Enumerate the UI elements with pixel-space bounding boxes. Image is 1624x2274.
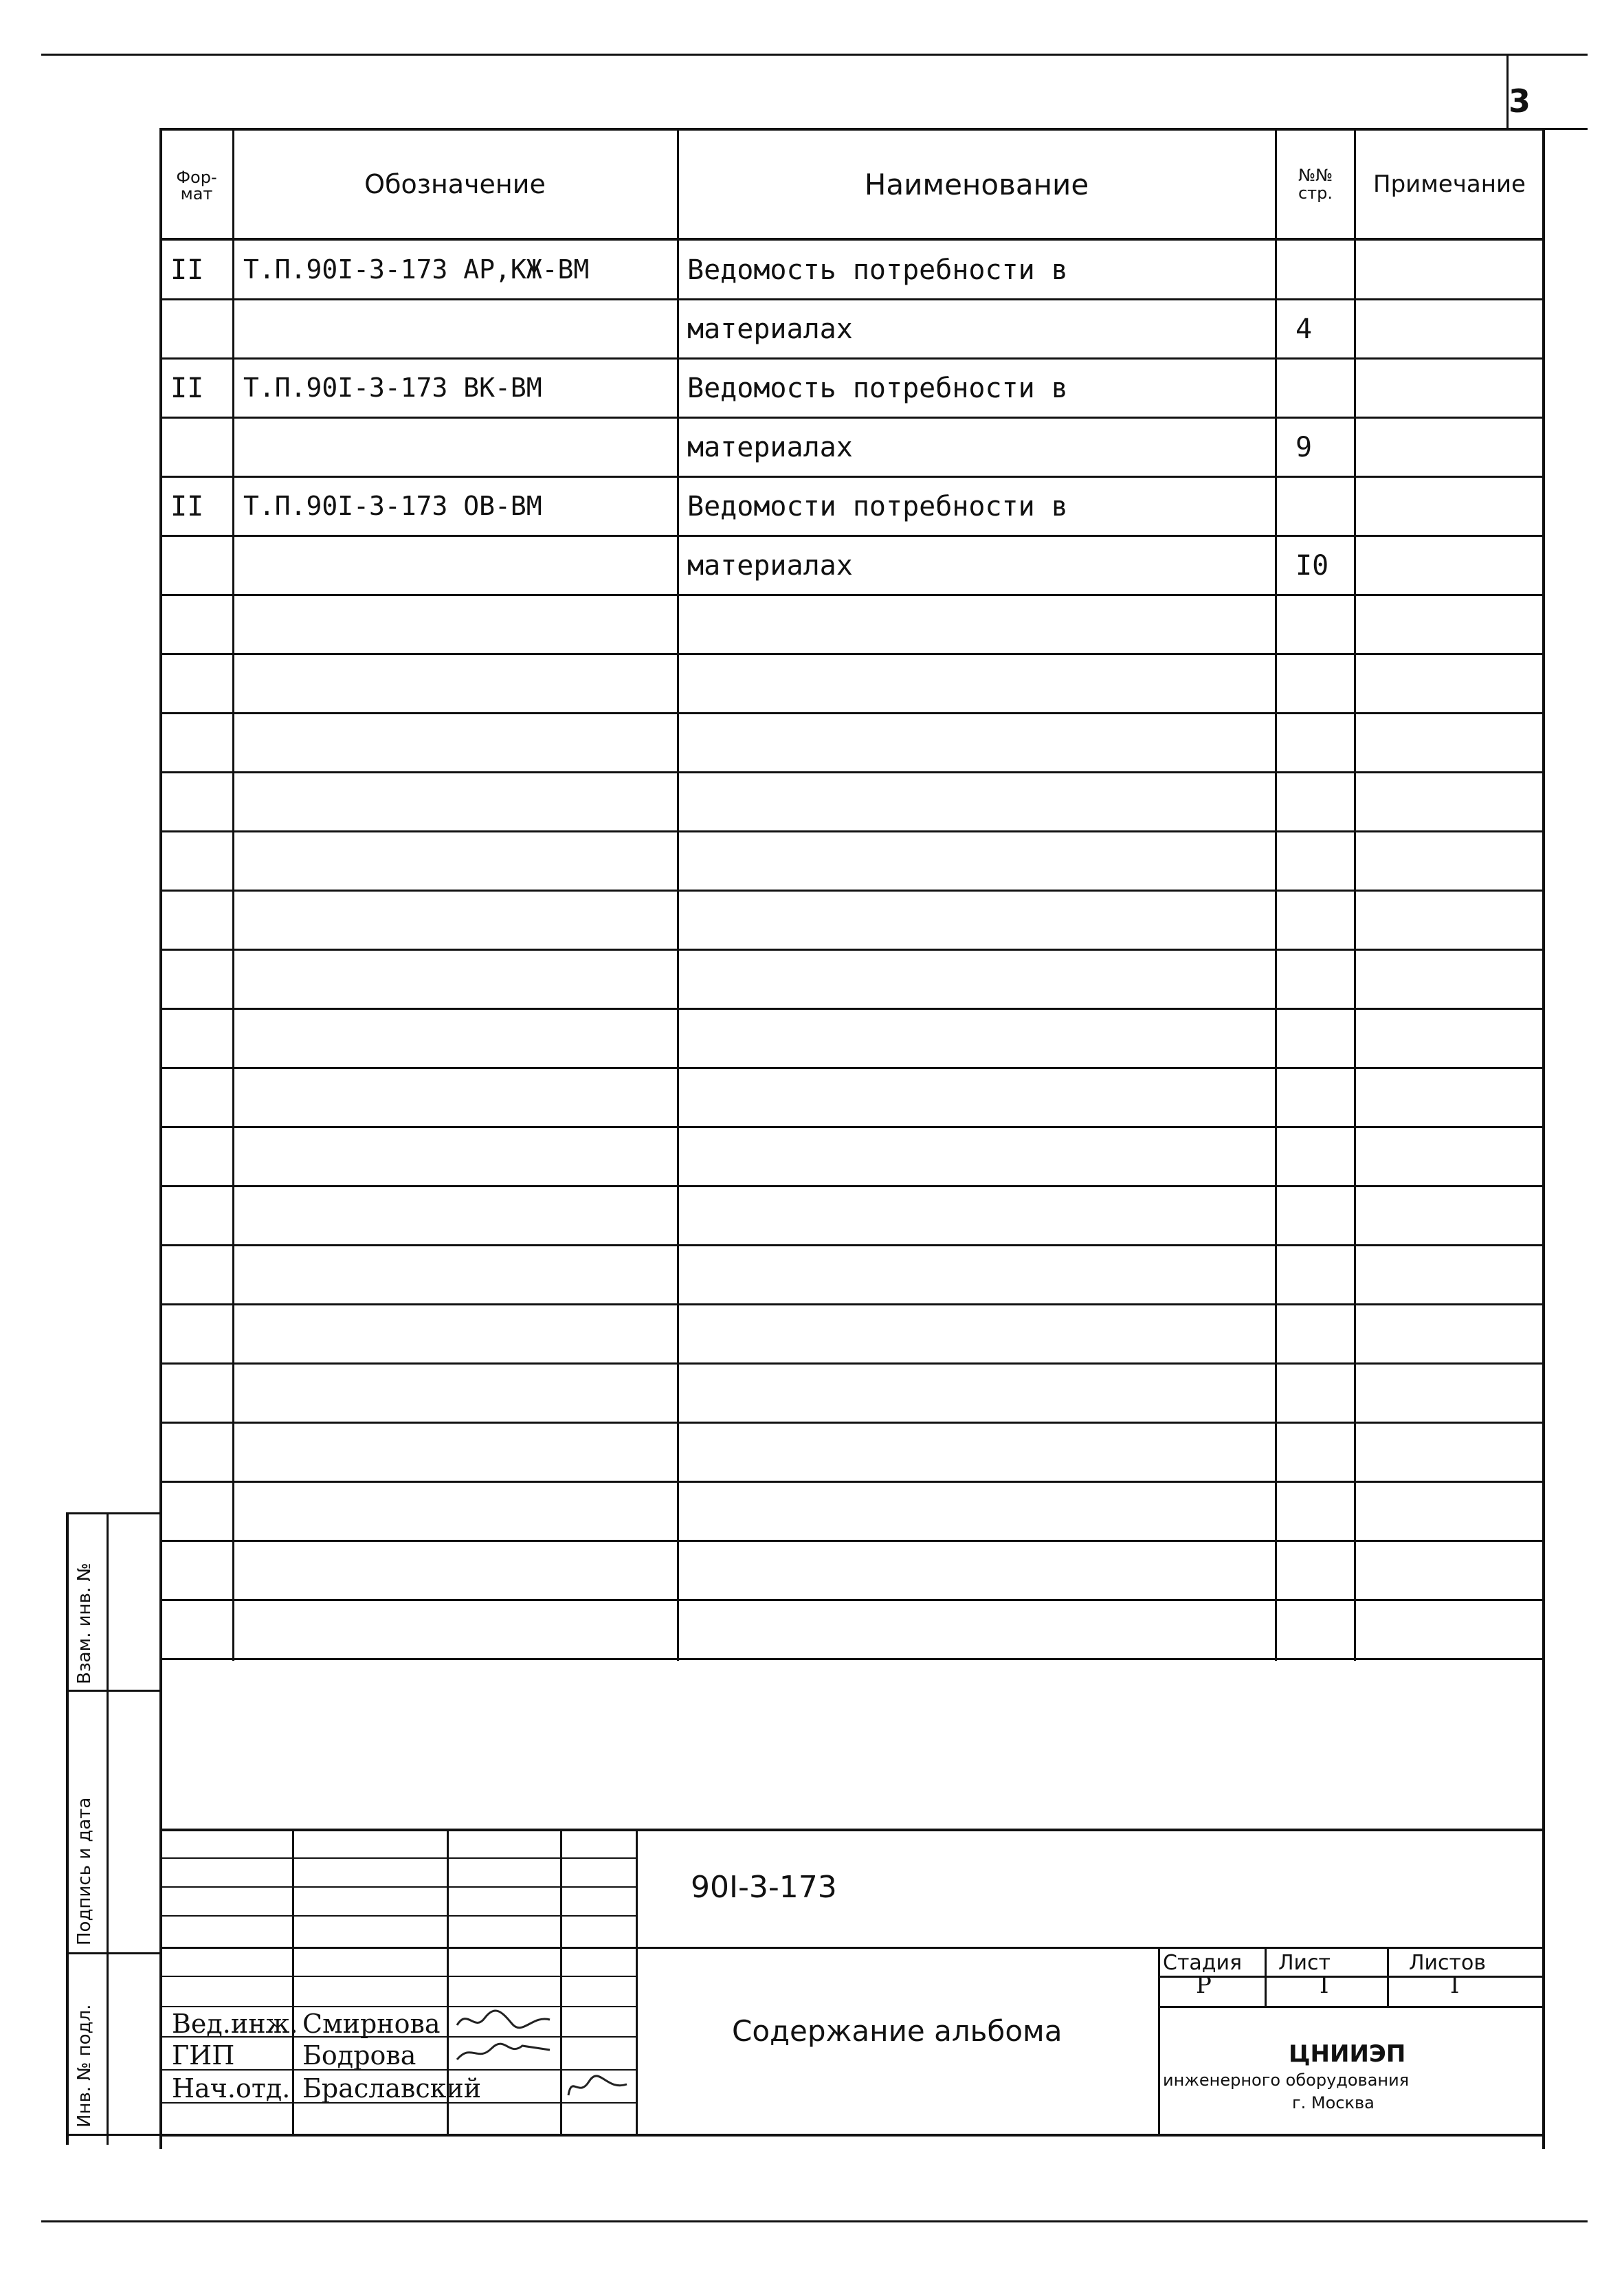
signature-3 — [565, 2071, 634, 2104]
stage-value-line — [1158, 2006, 1544, 2008]
table-row-line — [159, 417, 1544, 419]
sig-row-3 — [159, 1915, 636, 1917]
table-row-line — [159, 476, 1544, 478]
title-block-mid — [159, 1947, 1544, 1949]
table-row-line — [159, 1067, 1544, 1069]
side-stamp-outer-left — [66, 1512, 69, 2145]
sig-col-sep-3 — [560, 1829, 562, 2134]
table-row-line — [159, 1540, 1544, 1542]
table-row-line — [159, 949, 1544, 951]
header-format: Фор- мат — [176, 168, 217, 203]
table-row-line — [159, 1362, 1544, 1365]
side-stamp-bottom — [66, 2134, 162, 2136]
stage-header-line — [1158, 1976, 1544, 1978]
title-block-top — [159, 1829, 1544, 1831]
header-designation: Обозначение — [364, 169, 546, 199]
person-2-role: ГИП — [172, 2040, 235, 2071]
top-trim-line — [41, 54, 1588, 56]
row-3-designation: Т.П.90I-3-173 ВК-ВМ — [243, 373, 542, 403]
table-row-line — [159, 1658, 1544, 1660]
row-3-format: II — [170, 373, 204, 404]
table-row-line — [159, 1303, 1544, 1305]
side-label-inv-no: Инв. № подл. — [74, 2004, 95, 2128]
row-1-format: II — [170, 254, 204, 286]
side-stamp-sep-2 — [66, 1952, 162, 1954]
sig-row-1 — [159, 1857, 636, 1859]
side-stamp-inner-line — [107, 1512, 109, 2145]
row-1-name: Ведомость потребности в — [687, 254, 1068, 286]
sig-row-5 — [159, 2006, 636, 2007]
table-row-line — [159, 1422, 1544, 1424]
row-6-page: I0 — [1295, 550, 1329, 582]
table-row-line — [159, 1185, 1544, 1187]
row-2-name: материалах — [687, 313, 853, 345]
person-2-name: Бодрова — [302, 2040, 416, 2071]
table-row-line — [159, 298, 1544, 300]
signature-2 — [454, 2036, 557, 2069]
doc-code: 90I-3-173 — [691, 1870, 837, 1905]
stage-label: Стадия — [1163, 1951, 1243, 1975]
org-city: г. Москва — [1292, 2093, 1375, 2112]
stage-col-sep-1 — [1265, 1947, 1267, 2007]
sheet-value: I — [1320, 1972, 1329, 1999]
row-4-page: 9 — [1295, 432, 1313, 463]
table-row-line — [159, 1599, 1544, 1601]
side-label-sign-date: Подпись и дата — [74, 1797, 95, 1945]
table-row-line — [159, 594, 1544, 596]
row-5-designation: Т.П.90I-3-173 ОВ-ВМ — [243, 491, 542, 521]
person-1-role: Вед.инж. — [172, 2009, 298, 2039]
table-row-line — [159, 1244, 1544, 1246]
table-row-line — [159, 1008, 1544, 1010]
org-name: ЦНИИЭП — [1289, 2040, 1406, 2068]
header-bottom-line — [159, 238, 1544, 241]
row-5-format: II — [170, 491, 204, 522]
sig-row-2 — [159, 1886, 636, 1888]
table-row-line — [159, 357, 1544, 360]
row-2-page: 4 — [1295, 313, 1313, 345]
table-row-line — [159, 1481, 1544, 1483]
org-line2: инженерного оборудования — [1163, 2071, 1410, 2090]
bottom-trim-line — [41, 2220, 1588, 2222]
table-right-border — [1542, 128, 1545, 2149]
page-number: 3 — [1509, 82, 1531, 120]
person-1-name: Смирнова — [302, 2009, 441, 2039]
table-row-line — [159, 653, 1544, 655]
stage-col-sep-2 — [1387, 1947, 1389, 2007]
header-page-no: №№ стр. — [1298, 166, 1333, 203]
sig-row-4 — [159, 1976, 636, 1977]
row-3-name: Ведомость потребности в — [687, 373, 1068, 404]
sheets-label: Листов — [1409, 1951, 1487, 1975]
row-1-designation: Т.П.90I-3-173 АР,КЖ-ВМ — [243, 254, 590, 285]
table-row-line — [159, 535, 1544, 537]
table-row-line — [159, 712, 1544, 714]
sheet-label: Лист — [1278, 1951, 1331, 1975]
header-name: Наименование — [864, 167, 1089, 201]
side-stamp-top — [66, 1512, 162, 1514]
sig-col-sep-1 — [292, 1829, 294, 2134]
table-bottom-border — [159, 2134, 1544, 2137]
title-block-sep-left — [636, 1829, 638, 2134]
doc-title: Содержание альбома — [732, 2014, 1063, 2048]
side-stamp-sep-1 — [66, 1690, 162, 1692]
row-5-name: Ведомости потребности в — [687, 491, 1068, 522]
table-row-line — [159, 771, 1544, 773]
stage-value: Р — [1196, 1972, 1212, 1999]
person-3-role: Нач.отд. — [172, 2073, 291, 2104]
table-row-line — [159, 830, 1544, 832]
side-label-exchange: Взам. инв. № — [74, 1563, 95, 1684]
header-note: Примечание — [1373, 170, 1526, 198]
title-block-sep-right — [1158, 1947, 1160, 2134]
sheets-value: I — [1450, 1972, 1460, 1999]
row-6-name: материалах — [687, 550, 853, 582]
table-left-border — [159, 128, 162, 2149]
row-4-name: материалах — [687, 432, 853, 463]
person-3-name: Браславский — [302, 2073, 482, 2104]
table-row-line — [159, 1126, 1544, 1128]
table-row-line — [159, 890, 1544, 892]
